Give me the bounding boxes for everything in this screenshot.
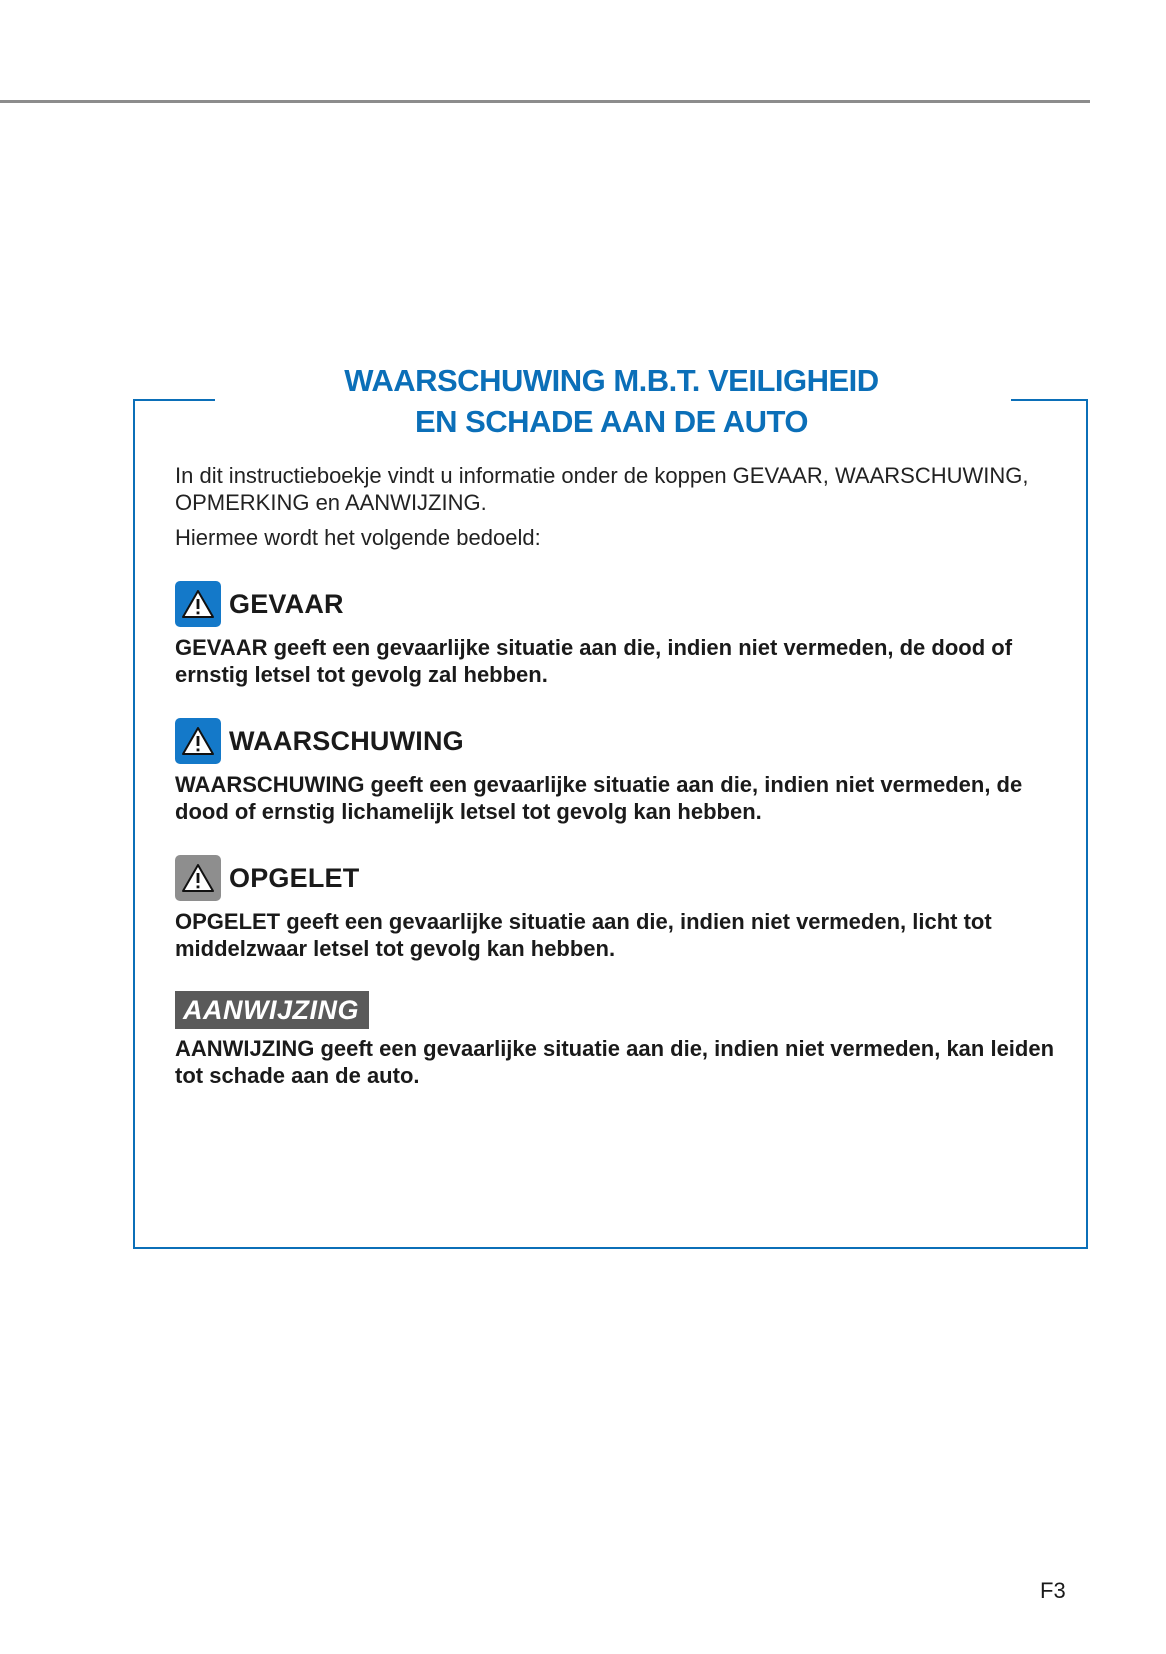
intro-paragraph: In dit instructieboekje vindt u informatie onder de koppen GEVAAR, WAARSCHUWING, OPMERKING en AANWIJZING. bbox=[175, 463, 1029, 515]
section-opgelet bbox=[175, 854, 1060, 962]
section-title: WAARSCHUWING bbox=[229, 725, 464, 756]
section-aanwijzing bbox=[175, 991, 1060, 1089]
section-heading bbox=[175, 854, 1060, 902]
section-heading bbox=[175, 717, 1060, 765]
box-content bbox=[175, 462, 1060, 1089]
top-rule bbox=[0, 100, 1090, 103]
note-body: AANWIJZING geeft een gevaarlijke situatie aan die, indien niet vermeden, kan leiden tot schade aan de auto. bbox=[175, 1036, 1055, 1088]
warning-triangle-icon bbox=[175, 718, 221, 764]
section-body: GEVAAR geeft een gevaarlijke situatie aan die, indien niet vermeden, de dood of ernstig letsel tot gevolg zal hebben. bbox=[175, 635, 1013, 687]
section-title: OPGELET bbox=[229, 862, 360, 893]
note-label: AANWIJZING bbox=[175, 991, 369, 1029]
intro-paragraph: Hiermee wordt het volgende bedoeld: bbox=[175, 525, 541, 550]
page-title-line-2: EN SCHADE AAN DE AUTO bbox=[414, 404, 809, 439]
section-gevaar bbox=[175, 580, 1060, 688]
section-body: WAARSCHUWING geeft een gevaarlijke situatie aan die, indien niet vermeden, de dood of ernstig lichamelijk letsel tot gevolg kan hebben. bbox=[175, 772, 1023, 824]
intro bbox=[175, 462, 1060, 551]
warning-triangle-icon bbox=[175, 581, 221, 627]
section-heading bbox=[175, 580, 1060, 628]
page-number: F3 bbox=[1040, 1578, 1066, 1603]
warning-triangle-icon bbox=[175, 855, 221, 901]
section-title: GEVAAR bbox=[229, 588, 344, 619]
page-title bbox=[133, 360, 1090, 442]
section-body: OPGELET geeft een gevaarlijke situatie aan die, indien niet vermeden, licht tot middelzwaar letsel tot gevolg kan hebben. bbox=[175, 909, 992, 961]
page-title-line-1: WAARSCHUWING M.B.T. VEILIGHEID bbox=[344, 363, 879, 398]
section-waarschuwing bbox=[175, 717, 1060, 825]
